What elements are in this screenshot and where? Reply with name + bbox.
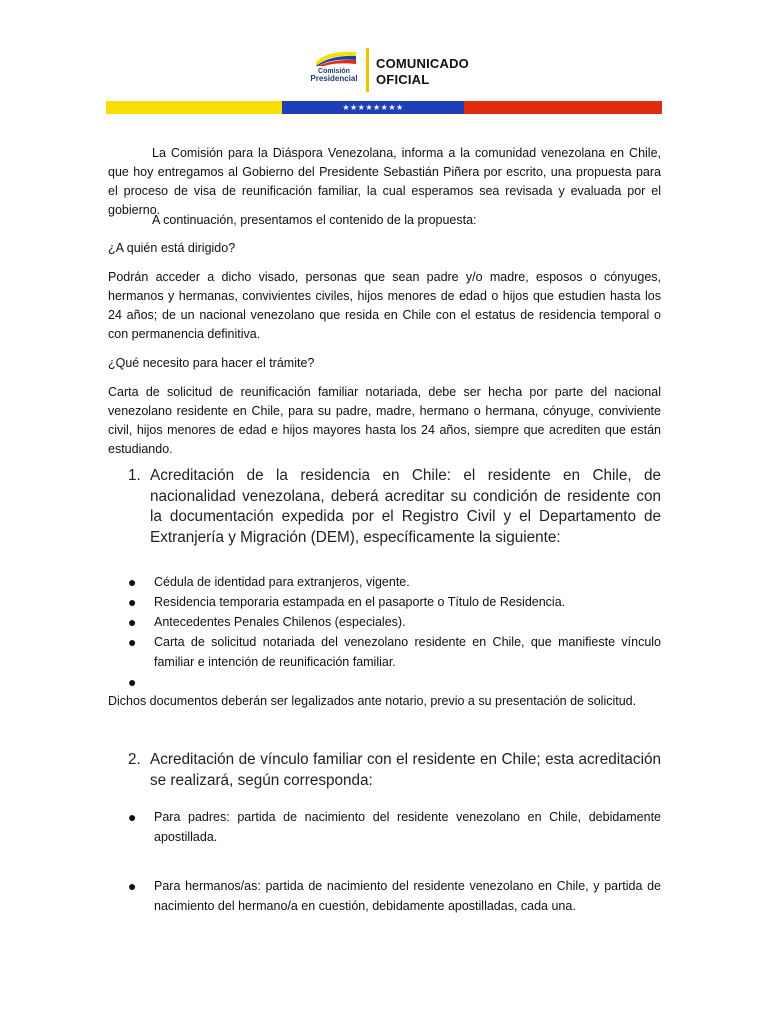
item-number: 1. [128,467,141,484]
list-item-text: Carta de solicitud notariada del venezolano residente en Chile, que manifieste vínculo familiar e intención de reunificación familiar. [154,635,661,669]
answer-who: Podrán acceder a dicho visado, personas que sean padre y/o madre, esposos o cónyuges, hermanos y hermanas, convivientes civiles, hijos menores de edad o hijos que estudien hasta los 24 años; de un nacional venezolano que resida en Chile con el estatus de residencia temporal o con permanencia definitiva. [108,270,661,341]
continuation-paragraph: A continuación, presentamos el contenido de la propuesta: [152,213,477,227]
flag-stripe [106,101,662,114]
logo-line1: Comisión [318,68,350,75]
stripe-blue [282,101,464,114]
list-item-text: Para padres: partida de nacimiento del residente venezolano en Chile, debidamente apostillada. [154,810,661,844]
list-item [108,572,661,592]
item-text: Acreditación de vínculo familiar con el residente en Chile; esta acreditación se realizará, según corresponda: [150,751,661,789]
header-title-line2: OFICIAL [376,72,430,87]
header-divider [366,48,369,92]
numbered-item-1 [108,466,661,550]
logo-line2: Presidencial [310,74,358,83]
bullet-icon: ● [128,634,137,650]
header-title-line1: COMUNICADO [376,56,469,71]
list-item-text: Para hermanos/as: partida de nacimiento del residente venezolano en Chile, y partida de nacimiento del hermano/a en cuestión, debidamente apostilladas, cada una. [154,879,661,913]
question-what: ¿Qué necesito para hacer el trámite? [108,356,315,370]
list-item-empty [108,672,661,692]
legalization-paragraph: Dichos documentos deberán ser legalizados ante notario, previo a su presentación de solicitud. [108,694,637,708]
list-item [108,876,661,916]
bullet-icon: ● [128,614,137,630]
header [306,48,506,100]
list-item [108,807,661,847]
bullet-icon: ● [128,809,137,825]
bullet-icon: ● [128,674,137,690]
list-item-text: Cédula de identidad para extranjeros, vigente. [154,575,410,589]
list-item [108,632,661,672]
bullet-icon: ● [128,574,137,590]
kinship-list-parents [108,807,661,847]
list-item-text: Residencia temporaria estampada en el pasaporte o Título de Residencia. [154,595,566,609]
commission-logo [306,48,362,90]
item-number: 2. [128,751,141,768]
list-item-text: Antecedentes Penales Chilenos (especiales). [154,615,406,629]
flag-emblem-icon [314,48,358,66]
list-item [108,592,661,612]
intro-paragraph: La Comisión para la Diáspora Venezolana, informa a la comunidad venezolana en Chile, que hoy entregamos al Gobierno del Presidente Sebastián Piñera por escrito, una propuesta para el proceso de visa de reunificación familiar, la cual esperamos sea revisada y evaluada por el gobierno. [108,146,661,217]
numbered-item-2 [108,750,661,792]
stars-icon: ★★★★★★★★ [342,102,404,112]
question-who: ¿A quién está dirigido? [108,241,236,255]
stripe-red [464,101,662,114]
bullet-icon: ● [128,594,137,610]
list-item [108,612,661,632]
documents-list [108,572,661,692]
stripe-yellow [106,101,282,114]
answer-what: Carta de solicitud de reunificación familiar notariada, debe ser hecha por parte del nacional venezolano residente en Chile, para su padre, madre, hermano o hermana, cónyuge, conviviente civil, hijos menores de edad e hijos mayores hasta los 24 años, siempre que acrediten que están estudiando. [108,385,661,456]
item-text: Acreditación de la residencia en Chile: el residente en Chile, de nacionalidad venezolana, deberá acreditar su condición de residente con la documentación expedida por el Registro Civil y el Departamento de Extranjería y Migración (DEM), específicamente la siguiente: [150,467,661,546]
kinship-list-siblings [108,876,661,916]
bullet-icon: ● [128,878,137,894]
